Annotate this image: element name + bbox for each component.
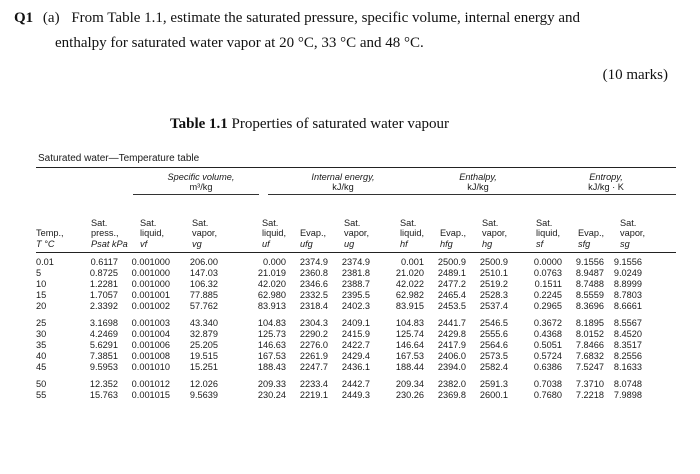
cell-sfg: 7.5247 [575, 362, 604, 372]
cell-uf: 21.019 [257, 268, 286, 278]
cell-hg: 2564.6 [479, 340, 508, 350]
cell-temp: 10 [36, 279, 47, 289]
header-hfg-line: hfg [440, 238, 453, 249]
cell-uf: 188.43 [257, 362, 286, 372]
header-ug [344, 218, 369, 250]
header-vg [192, 218, 217, 250]
cell-sat-press: 12.352 [89, 379, 118, 389]
header-vg-line: vapor, [192, 228, 218, 238]
cell-vf: 0.001004 [131, 329, 170, 339]
header-sat-press-line: press., [91, 228, 119, 238]
cell-sfg: 7.2218 [575, 390, 604, 400]
header-uf-line: liquid, [262, 228, 287, 238]
cell-sf: 0.3672 [533, 318, 562, 328]
cell-sat-press: 2.3392 [89, 301, 118, 311]
cell-sg: 8.1633 [613, 362, 642, 372]
cell-sfg: 8.3696 [575, 301, 604, 311]
cell-ug: 2395.5 [341, 290, 370, 300]
header-sg [620, 218, 645, 250]
cell-hg: 2591.3 [479, 379, 508, 389]
group-entropy-label: Entropy, [589, 172, 623, 182]
cell-sfg: 8.5559 [575, 290, 604, 300]
cell-vg: 9.5639 [189, 390, 218, 400]
cell-vf: 0.001001 [131, 290, 170, 300]
cell-sg: 8.0748 [613, 379, 642, 389]
cell-sfg: 7.3710 [575, 379, 604, 389]
cell-temp: 20 [36, 301, 47, 311]
question-number: Q1 [14, 10, 34, 26]
cell-temp: 35 [36, 340, 47, 350]
header-sfg-line: sfg [578, 238, 591, 249]
header-sf-line: sf [536, 238, 544, 249]
cell-temp: 30 [36, 329, 47, 339]
cell-sfg: 8.7488 [575, 279, 604, 289]
saturated-water-table [36, 152, 676, 400]
cell-hg: 2600.1 [479, 390, 508, 400]
header-sf-line: Sat. [536, 217, 553, 228]
header-bottom-rule [36, 252, 676, 253]
cell-vg: 43.340 [189, 318, 218, 328]
cell-ufg: 2233.4 [299, 379, 328, 389]
cell-sf: 0.1511 [534, 279, 562, 289]
header-hfg-line: Evap., [440, 228, 467, 238]
question-part: (a) [42, 10, 60, 26]
cell-uf: 42.020 [257, 279, 286, 289]
header-sf [536, 218, 560, 250]
cell-hg: 2573.5 [479, 351, 508, 361]
cell-uf: 0.000 [263, 257, 286, 267]
cell-hg: 2510.1 [479, 268, 508, 278]
cell-ug: 2449.3 [341, 390, 370, 400]
cell-hf: 21.020 [395, 268, 424, 278]
cell-sat-press: 9.5953 [89, 362, 118, 372]
group-rule-entropy [534, 194, 676, 195]
cell-temp: 40 [36, 351, 47, 361]
cell-hg: 2555.6 [479, 329, 508, 339]
cell-sf: 0.5051 [533, 340, 562, 350]
group-enthalpy-unit: kJ/kg [467, 182, 489, 192]
cell-vf: 0.001000 [131, 257, 170, 267]
cell-temp: 50 [36, 379, 47, 389]
table-caption [170, 116, 449, 133]
cell-ug: 2415.9 [341, 329, 370, 339]
cell-vg: 12.026 [189, 379, 218, 389]
header-sg-line: Sat. [620, 217, 637, 228]
question-text-1: From Table 1.1, estimate the saturated pressure, specific volume, internal energy and [71, 10, 580, 26]
cell-hfg: 2441.7 [437, 318, 466, 328]
marks-label: (10 marks) [602, 67, 668, 83]
table-caption-text: Properties of saturated water vapour [227, 116, 449, 132]
cell-hg: 2519.2 [479, 279, 508, 289]
question-line-2: enthalpy for saturated water vapor at 20 °C, 33 °C and 48 °C. [55, 35, 424, 51]
header-vf-line: Sat. [140, 217, 157, 228]
cell-vf: 0.001008 [131, 351, 170, 361]
cell-hf: 0.001 [401, 257, 424, 267]
cell-ufg: 2290.2 [299, 329, 328, 339]
header-temp-line: T °C [36, 238, 55, 249]
cell-hf: 209.34 [395, 379, 424, 389]
header-uf [262, 218, 286, 250]
header-uf-line: Sat. [262, 217, 279, 228]
header-hg-line: vapor, [482, 228, 508, 238]
header-hf-line: liquid, [400, 228, 425, 238]
cell-vg: 15.251 [189, 362, 218, 372]
group-specific-volume-unit: m³/kg [189, 182, 213, 192]
cell-hf: 167.53 [395, 351, 424, 361]
cell-vf: 0.001010 [131, 362, 170, 372]
group-rule-enthalpy [402, 194, 552, 195]
group-rule-specific-volume [133, 194, 259, 195]
cell-sf: 0.6386 [533, 362, 562, 372]
header-hfg [440, 228, 466, 249]
group-internal-energy-label: Internal energy, [311, 172, 375, 182]
cell-sg: 8.3517 [613, 340, 642, 350]
cell-vf: 0.001000 [131, 268, 170, 278]
header-sat-press-line: Sat. [91, 217, 108, 228]
cell-hg: 2500.9 [479, 257, 508, 267]
cell-sat-press: 3.1698 [89, 318, 118, 328]
cell-sfg: 8.1895 [575, 318, 604, 328]
cell-vf: 0.001003 [131, 318, 170, 328]
question-line-1 [14, 6, 674, 31]
cell-sf: 0.7680 [533, 390, 562, 400]
cell-sg: 7.9898 [613, 390, 642, 400]
cell-ufg: 2374.9 [299, 257, 328, 267]
header-vf [140, 218, 164, 250]
cell-uf: 83.913 [257, 301, 286, 311]
cell-hg: 2537.4 [479, 301, 508, 311]
cell-sat-press: 15.763 [89, 390, 118, 400]
header-ufg-line: Evap., [300, 228, 327, 238]
cell-sat-press: 1.7057 [89, 290, 118, 300]
cell-ufg: 2276.0 [299, 340, 328, 350]
table-top-rule [36, 167, 676, 168]
cell-uf: 167.53 [257, 351, 286, 361]
table-title: Saturated water—Temperature table [38, 153, 200, 164]
group-internal-energy [278, 172, 408, 192]
header-ufg [300, 228, 326, 249]
cell-sf: 0.0000 [533, 257, 562, 267]
header-ug-line: ug [344, 238, 355, 249]
cell-vg: 25.205 [189, 340, 218, 350]
cell-ufg: 2332.5 [299, 290, 328, 300]
cell-sf: 0.2245 [533, 290, 562, 300]
cell-hg: 2582.4 [479, 362, 508, 372]
header-ug-line: vapor, [344, 228, 370, 238]
cell-hfg: 2429.8 [437, 329, 466, 339]
cell-ufg: 2360.8 [299, 268, 328, 278]
group-entropy-unit: kJ/kg · K [588, 182, 624, 192]
group-enthalpy-label: Enthalpy, [459, 172, 497, 182]
cell-ug: 2422.7 [341, 340, 370, 350]
cell-sf: 0.2965 [533, 301, 562, 311]
cell-uf: 146.63 [257, 340, 286, 350]
header-hf-line: Sat. [400, 217, 417, 228]
cell-hfg: 2465.4 [437, 290, 466, 300]
cell-uf: 104.83 [257, 318, 286, 328]
cell-hf: 230.26 [395, 390, 424, 400]
cell-vg: 147.03 [189, 268, 218, 278]
header-uf-line: uf [262, 238, 270, 249]
header-temp [36, 228, 64, 249]
cell-sfg: 8.0152 [575, 329, 604, 339]
cell-ug: 2409.1 [341, 318, 370, 328]
header-vf-line: vf [140, 238, 148, 249]
cell-hfg: 2500.9 [437, 257, 466, 267]
cell-temp: 5 [36, 268, 42, 278]
cell-ufg: 2318.4 [299, 301, 328, 311]
cell-temp: 15 [36, 290, 47, 300]
cell-sat-press: 1.2281 [89, 279, 118, 289]
cell-ug: 2429.4 [341, 351, 370, 361]
cell-hf: 146.64 [395, 340, 424, 350]
cell-hf: 104.83 [395, 318, 424, 328]
cell-vf: 0.001002 [131, 301, 170, 311]
cell-sf: 0.4368 [533, 329, 562, 339]
header-hf [400, 218, 424, 250]
cell-ug: 2374.9 [341, 257, 370, 267]
cell-vf: 0.001012 [131, 379, 170, 389]
group-entropy [536, 172, 676, 192]
cell-uf: 230.24 [257, 390, 286, 400]
header-ug-line: Sat. [344, 217, 361, 228]
cell-temp: 25 [36, 318, 47, 328]
cell-vg: 57.762 [189, 301, 218, 311]
cell-ufg: 2247.7 [299, 362, 328, 372]
group-specific-volume [146, 172, 256, 192]
header-sf-line: liquid, [536, 228, 561, 238]
cell-hfg: 2453.5 [437, 301, 466, 311]
cell-vf: 0.001006 [131, 340, 170, 350]
cell-sf: 0.5724 [533, 351, 562, 361]
cell-sfg: 7.8466 [575, 340, 604, 350]
cell-sfg: 9.1556 [575, 257, 604, 267]
cell-vg: 19.515 [189, 351, 218, 361]
group-enthalpy [408, 172, 548, 192]
cell-uf: 62.980 [257, 290, 286, 300]
cell-vg: 32.879 [189, 329, 218, 339]
header-sg-line: sg [620, 238, 630, 249]
cell-hf: 83.915 [395, 301, 424, 311]
cell-sg: 9.1556 [613, 257, 642, 267]
header-sat-press-line: Psat kPa [91, 238, 128, 249]
cell-temp: 45 [36, 362, 47, 372]
cell-temp: 55 [36, 390, 47, 400]
cell-ug: 2402.3 [341, 301, 370, 311]
header-temp-line: Temp., [36, 228, 64, 238]
header-hg-line: Sat. [482, 217, 499, 228]
cell-sg: 8.6661 [613, 301, 642, 311]
cell-hfg: 2417.9 [437, 340, 466, 350]
cell-hf: 125.74 [395, 329, 424, 339]
cell-ug: 2436.1 [341, 362, 370, 372]
cell-uf: 209.33 [257, 379, 286, 389]
group-internal-energy-unit: kJ/kg [332, 182, 354, 192]
cell-sg: 9.0249 [613, 268, 642, 278]
header-sg-line: vapor, [620, 228, 646, 238]
cell-sfg: 8.9487 [575, 268, 604, 278]
cell-hf: 188.44 [395, 362, 424, 372]
cell-hf: 42.022 [395, 279, 424, 289]
cell-hfg: 2382.0 [437, 379, 466, 389]
cell-uf: 125.73 [257, 329, 286, 339]
cell-hg: 2546.5 [479, 318, 508, 328]
header-hf-line: hf [400, 238, 408, 249]
cell-ufg: 2304.3 [299, 318, 328, 328]
header-vg-line: vg [192, 238, 202, 249]
cell-hfg: 2394.0 [437, 362, 466, 372]
cell-ufg: 2261.9 [299, 351, 328, 361]
cell-sg: 8.4520 [613, 329, 642, 339]
cell-sg: 8.8999 [613, 279, 642, 289]
cell-ug: 2388.7 [341, 279, 370, 289]
header-sfg-line: Evap., [578, 228, 605, 238]
cell-hfg: 2369.8 [437, 390, 466, 400]
header-vf-line: liquid, [140, 228, 165, 238]
cell-temp: 0.01 [36, 257, 54, 267]
cell-sat-press: 4.2469 [89, 329, 118, 339]
cell-hfg: 2477.2 [437, 279, 466, 289]
cell-sat-press: 0.8725 [89, 268, 118, 278]
header-hg-line: hg [482, 238, 493, 249]
cell-vg: 77.885 [189, 290, 218, 300]
cell-vg: 106.32 [189, 279, 218, 289]
group-specific-volume-label: Specific volume, [167, 172, 235, 182]
cell-sat-press: 5.6291 [89, 340, 118, 350]
cell-hfg: 2406.0 [437, 351, 466, 361]
cell-sat-press: 7.3851 [89, 351, 118, 361]
cell-ug: 2442.7 [341, 379, 370, 389]
cell-sf: 0.0763 [533, 268, 562, 278]
cell-ug: 2381.8 [341, 268, 370, 278]
cell-sat-press: 0.6117 [90, 257, 118, 267]
cell-hg: 2528.3 [479, 290, 508, 300]
cell-sg: 8.2556 [613, 351, 642, 361]
group-rule-internal-energy [268, 194, 410, 195]
cell-sf: 0.7038 [533, 379, 562, 389]
header-ufg-line: ufg [300, 238, 313, 249]
cell-ufg: 2219.1 [299, 390, 328, 400]
header-sfg [578, 228, 604, 249]
cell-sg: 8.5567 [613, 318, 642, 328]
header-hg [482, 218, 507, 250]
cell-hf: 62.982 [395, 290, 424, 300]
question-block [14, 6, 674, 56]
cell-vg: 206.00 [189, 257, 218, 267]
cell-vf: 0.001015 [131, 390, 170, 400]
table-caption-label: Table 1.1 [170, 116, 228, 132]
cell-vf: 0.001000 [131, 279, 170, 289]
header-vg-line: Sat. [192, 217, 209, 228]
cell-sg: 8.7803 [613, 290, 642, 300]
header-sat-press [91, 218, 128, 250]
cell-sfg: 7.6832 [575, 351, 604, 361]
cell-ufg: 2346.6 [299, 279, 328, 289]
cell-hfg: 2489.1 [437, 268, 466, 278]
